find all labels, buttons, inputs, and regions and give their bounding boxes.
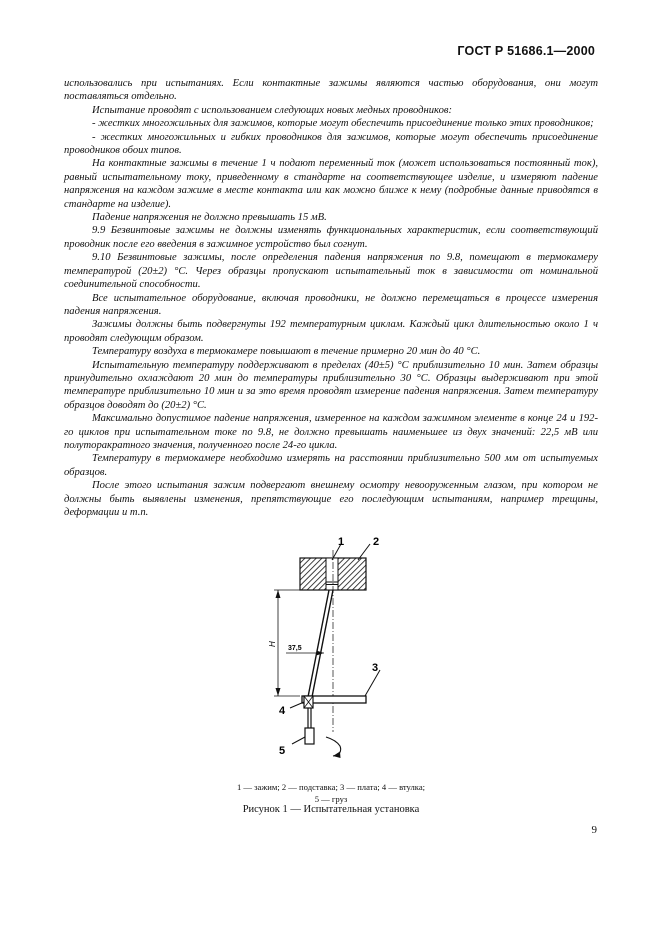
inclined-conductor	[308, 590, 333, 697]
paragraph: Максимально допустимое падение напряжения, измеренное на каждом зажимном элементе в конце 24 и 192-го циклов при испытательном токе по 9.8, не должно превышать наименьшее из двух значений: 22,5 мВ или полуторакратного значения, полученного после 24-го цикла.	[64, 413, 598, 451]
weight	[305, 728, 314, 744]
paragraph: 9.9 Безвинтовые зажимы не должны изменять функциональных характеристик, если соответствующий проводник после его введения в зажимное устройство был согнут.	[64, 225, 598, 250]
paragraph: Температуру в термокамере необходимо измерять на расстоянии приблизительно 500 мм от испытуемых образцов.	[64, 453, 598, 478]
paragraph: Температуру воздуха в термокамере повышают в течение примерно 20 мин до 40 °С.	[92, 346, 481, 358]
paragraph: Испытание проводят с использованием следующих новых медных проводников:	[92, 104, 452, 116]
paragraph: - жестких многожильных и гибких проводников для зажимов, которые могут обеспечить присоединение проводников обоих типов.	[64, 131, 598, 157]
callout-1: 1	[338, 536, 345, 548]
callout-4: 4	[279, 705, 286, 717]
legend-line: 5 — груз	[314, 794, 348, 804]
figure-legend	[120, 781, 542, 805]
body-text	[64, 77, 598, 519]
paragraph: Испытательную температуру поддерживают в пределах (40±5) °С приблизительно 10 мин. Затем образцы принудительно охлаждают 20 мин до температуры приблизительно 30 °С. Образцы выдерживают при этой температуре приблизительно 10 мин и за это время проводят измерение падения напряжения. Затем температуру образцов доводят до (20±2) °С.	[64, 359, 598, 411]
callout-3: 3	[372, 662, 379, 674]
dimension-h	[274, 590, 300, 696]
figure-title: Рисунок 1 — Испытательная установка	[242, 804, 420, 815]
paragraph: После этого испытания зажим подвергают внешнему осмотру невооруженным глазом, при котором не должны быть выявлены изменения, препятствующие его последующим испытаниям, например трещины, деформации и т.п.	[64, 480, 598, 518]
paragraph: использовались при испытаниях. Если контактные зажимы являются частью оборудования, они могут поставляться отдельно.	[64, 78, 598, 103]
sleeve	[304, 696, 313, 708]
paragraph: Падение напряжения не должно превышать 15 мВ.	[92, 212, 327, 224]
legend-line: 1 — зажим; 2 — подставка; 3 — плата; 4 — втулка;	[236, 782, 426, 792]
callout-5: 5	[279, 745, 286, 757]
paragraph: 9.10 Безвинтовые зажимы, после определения падения напряжения по 9.8, помещают в термокамеру температурой (20±2) °С. Через образцы пропускают испытательный ток в зависимости от номинальной соединительной способности.	[64, 252, 598, 291]
paragraph: - жестких многожильных для зажимов, которые могут обеспечить присоединение только этих проводников;	[92, 118, 594, 130]
test-setup-figure	[240, 532, 400, 782]
dimension-h-label: H	[268, 641, 277, 647]
page-number: 9	[591, 824, 597, 836]
test-setup-drawing	[240, 532, 400, 782]
paragraph: Все испытательное оборудование, включая проводники, не должно перемещаться в процессе измерения падения напряжения.	[64, 292, 598, 317]
callout-2: 2	[373, 536, 380, 548]
angle-label: 37,5	[288, 645, 302, 652]
standard-header: ГОСТ Р 51686.1—2000	[457, 44, 595, 58]
paragraph: На контактные зажимы в течение 1 ч подают переменный ток (может использоваться постоянный ток), равный испытательному току, приведенному в стандарте на соответствующее изделие, и измеряют падение напряжения на каждом зажиме в месте контакта или как можно ближе к нему (подробные данные приводятся в стандарте на изделие).	[64, 158, 598, 210]
paragraph: Зажимы должны быть подвергнуты 192 температурным циклам. Каждый цикл длительностью около 1 ч проводят следующим образом.	[64, 319, 598, 344]
